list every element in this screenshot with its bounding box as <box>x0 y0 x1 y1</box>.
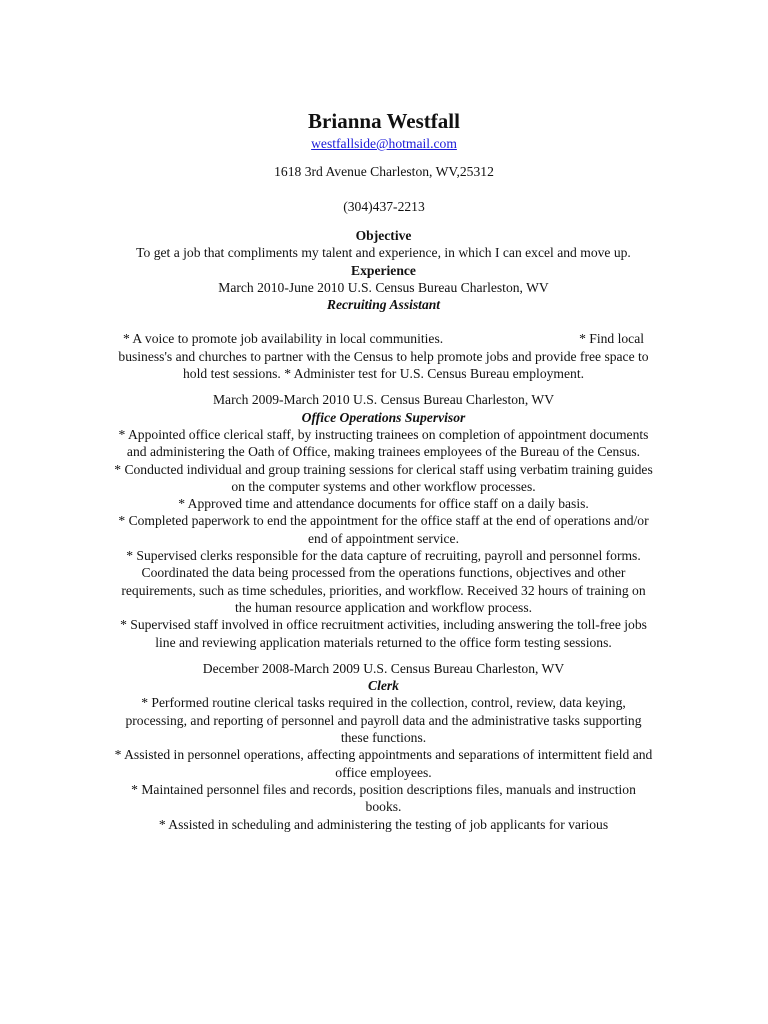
email-link[interactable]: westfallside@hotmail.com <box>311 136 457 151</box>
duty-item: * Assisted in personnel operations, affecting appointments and separations of intermittent field and office employees. <box>114 747 653 780</box>
address-line: 1618 3rd Avenue Charleston, WV,25312 <box>274 164 494 179</box>
applicant-name: Brianna Westfall <box>308 109 460 133</box>
duty-item: * Assisted in scheduling and administering the testing of job applicants for various <box>158 816 609 832</box>
duty-item: * Supervised clerks responsible for the data capture of recruiting, payroll and personnel forms. Coordinated the data being processed from the operations functions, objectives and other requirements, such as time schedules, priorities, and workflow. Received 32 hours of training on the human resource application and workflow process. <box>121 548 646 615</box>
objective-heading: Objective <box>355 228 412 243</box>
job-dates-employer: March 2010-June 2010 U.S. Census Bureau Charleston, WV <box>218 279 549 295</box>
phone-line: (304)437-2213 <box>343 199 425 214</box>
job-title: Office Operations Supervisor <box>301 409 466 425</box>
duty-item: * Appointed office clerical staff, by instructing trainees on completion of appointment documents and administering the Oath of Office, making trainees employees of the Bureau of the Census. <box>118 426 649 460</box>
duty-item: * Maintained personnel files and records, position descriptions files, manuals and instruction books. <box>131 781 636 815</box>
job-duties: * A voice to promote job availability in local communities. * Find local business's and churches to partner with the Census to help promote jobs and provide free space to hold test sessions. * Administer test for U.S. Census Bureau employment. <box>118 331 653 382</box>
job-dates-employer: March 2009-March 2010 U.S. Census Bureau Charleston, WV <box>212 392 555 408</box>
duty-item: * Approved time and attendance documents for office staff on a daily basis. <box>178 496 589 512</box>
duty-item: * Performed routine clerical tasks required in the collection, control, review, data keying, processing, and reporting of personnel and payroll data and the administrative tasks supporting these functions. <box>125 695 642 746</box>
experience-heading: Experience <box>351 262 416 278</box>
duty-item: * Conducted individual and group training sessions for clerical staff using verbatim training guides on the computer systems and other workflow processes. <box>114 461 653 494</box>
resume-body <box>112 227 655 833</box>
job-title: Clerk <box>368 678 399 694</box>
duty-item: * Supervised staff involved in office recruitment activities, including answering the toll-free jobs line and reviewing application materials returned to the office form testing sessions. <box>120 617 647 650</box>
objective-text: To get a job that compliments my talent and experience, in which I can excel and move up. <box>136 245 631 261</box>
duty-item: * Completed paperwork to end the appointment for the office staff at the end of operations and/or end of appointment service. <box>118 513 649 546</box>
job-dates-employer: December 2008-March 2009 U.S. Census Bureau Charleston, WV <box>202 660 565 676</box>
job-title: Recruiting Assistant <box>326 297 441 313</box>
